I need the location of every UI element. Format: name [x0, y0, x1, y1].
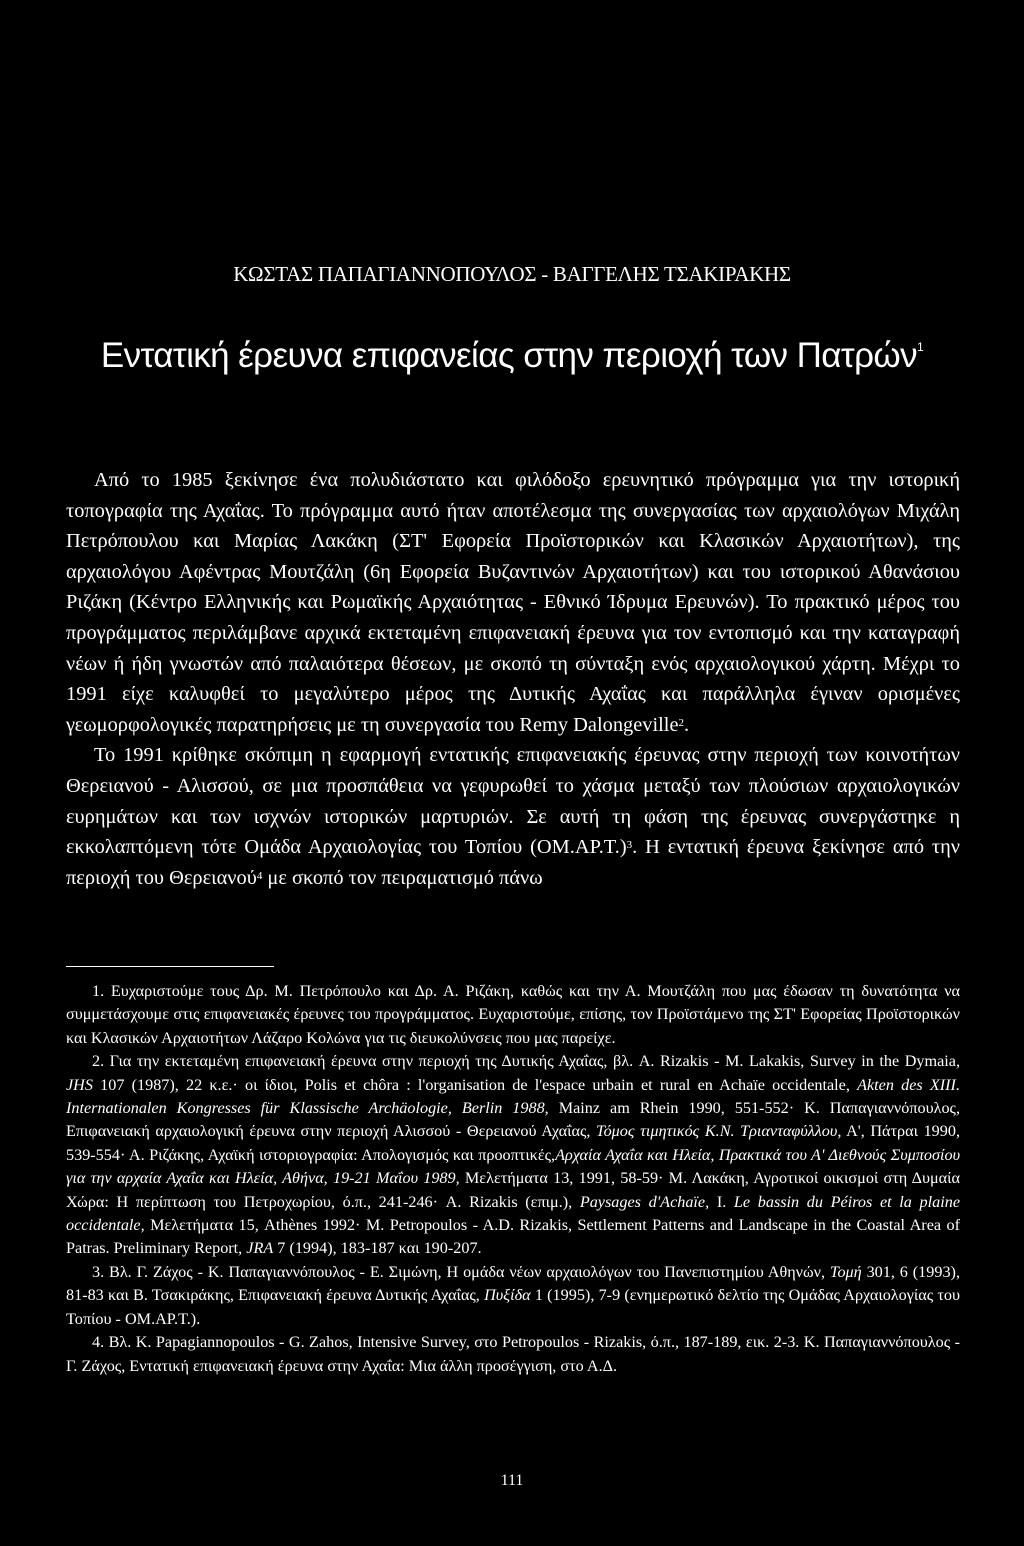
footnote-2-text: 2. Για την εκτεταμένη επιφανειακή έρευνα στην περιοχή της Δυτικής Αχαΐας, βλ. A. Rizakis - M. Lakakis, Survey in the Dymaia,	[92, 1052, 960, 1071]
footnote-2-text: Μελετήματα 15, Athènes 1992· M. Petropoulos - A.D. Rizakis, Settlement Patterns and Landscape in the Coastal Area of Patras. Preliminary Report,	[66, 1216, 960, 1258]
body-paragraph-1-text: Από το 1985 ξεκίνησε ένα πολυδιάστατο και φιλόδοξο ερευνητικό πρόγραμμα για την ιστορική τοπογραφία της Αχαΐας. Το πρόγραμμα αυτό ήταν αποτέλεσμα της συνεργασίας των αρχαιολόγων Μιχάλη Πετρόπουλου και Μαρίας Λακάκη (ΣΤ' Εφορεία Προϊστορικών και Κλασικών Αρχαιοτήτων), της αρχαιολόγου Αφέντρας Μουτζάλη (6η Εφορεία Βυζαντινών Αρχαιοτήτων) και του ιστορικού Αθανάσιου Ριζάκη (Κέντρο Ελληνικής και Ρωμαϊκής Αρχαιότητας - Εθνικό Ίδρυμα Ερευνών). Το πρακτικό μέρος του προγράμματος περιλάμβανε αρχικά εκτεταμένη επιφανειακή έρευνα για τον εντοπισμό και την καταγραφή νέων ή ήδη γνωστών από παλαιότερα θέσεων, με σκοπό τη σύνταξη ενός αρχαιολογικού χάρτη. Μέχρι το 1991 είχε καλυφθεί το μεγαλύτερο μέρος της Δυτικής Αχαΐας και παράλληλα έγιναν ορισμένες γεωμορφολογικές παρατηρήσεις με τη συνεργασία του Remy Dalongeville	[66, 469, 960, 736]
footnote-3-text: 1 (1995), 7-9 (ενημερωτικό δελτίο της Ομάδας Αρχαιολογίας του Τοπίου - ΟΜ.ΑΡ.Τ.).	[66, 1286, 960, 1328]
body-paragraph-2-end: με σκοπό τον πειραματισμό πάνω	[262, 866, 543, 889]
footnote-2-text: Α', Πάτραι 1990, 539-554· Α. Ριζάκης, Αχαϊκή ιστοριογραφία: Απολογισμός και προοπτικές,	[66, 1122, 960, 1164]
body-paragraph-1-end: .	[684, 713, 690, 736]
footnote-2-proceedings: Αρχαία Αχαΐα και Ηλεία, Πρακτικά του Α' Διεθνούς Συμποσίου για την αρχαία Αχαΐα και Ηλεία, Αθήνα, 19-21 Μαΐου 1989,	[66, 1145, 960, 1188]
footnote-2	[66, 1050, 960, 1261]
footnote-2-book-title: Paysages d'Achaïe,	[579, 1192, 710, 1211]
article-title	[0, 336, 1024, 376]
footnote-2-journal: JHS	[66, 1075, 93, 1094]
footnotes	[66, 980, 960, 1378]
footnote-ref-4: 4	[256, 869, 263, 882]
footnote-2-book-title: Le bassin du Péiros et la plaine occidentale,	[66, 1192, 960, 1235]
footnote-3	[66, 1261, 960, 1331]
footnote-2-text: I.	[709, 1192, 734, 1211]
title-footnote-ref: 1	[917, 340, 924, 354]
footnote-1: 1. Ευχαριστούμε τους Δρ. Μ. Πετρόπουλο και Δρ. Α. Ριζάκη, καθώς και την Α. Μουτζάλη που μας έδωσαν τη δυνατότητα να συμμετάσχουμε στις επιφανειακές έρευνες του προγράμματος. Ευχαριστούμε, επίσης, τον Προϊστάμενο της ΣΤ' Εφορείας Προϊστορικών και Κλασικών Αρχαιοτήτων Λάζαρο Κολώνα για τις διευκολύνσεις που μας παρείχε.	[66, 982, 960, 1047]
footnote-4: 4. Βλ. K. Papagiannopoulos - G. Zahos, Intensive Survey, στο Petropoulos - Rizakis, ό.π., 187-189, εικ. 2-3. Κ. Παπαγιαννόπουλος - Γ. Ζάχος, Εντατική επιφανειακή έρευνα στην Αχαΐα: Μια άλλη προσέγγιση, στο Α.Δ.	[66, 1333, 960, 1375]
footnote-3-text: 301, 6 (1993), 81-83 και Β. Τσακιράκης, Επιφανειακή έρευνα Δυτικής Αχαΐας,	[66, 1262, 960, 1305]
authors-heading: ΚΩΣΤΑΣ ΠΑΠΑΓΙΑΝΝΟΠΟΥΛΟΣ - ΒΑΓΓΕΛΗΣ ΤΣΑΚΙΡΑΚΗΣ	[233, 262, 791, 286]
footnote-2-journal: JRA	[246, 1239, 274, 1258]
body-paragraph-2-text: Το 1991 κρίθηκε σκόπιμη η εφαρμογή εντατικής επιφανειακής έρευνας στην περιοχή των κοινοτήτων Θερειανού - Αλισσού, σε μια προσπάθεια να γεφυρωθεί το χάσμα μεταξύ των πλούσιων αρχαιολογικών ευρημάτων και των ισχνών ιστορικών μαρτυριών. Σε αυτή τη φάση της έρευνας συνεργάστηκε η εκκολαπτόμενη τότε Ομάδα Αρχαιολογίας του Τοπίου (ΟΜ.ΑΡ.Τ.)	[66, 744, 960, 859]
footnote-3-text: 3. Βλ. Γ. Ζάχος - Κ. Παπαγιαννόπουλος - Ε. Σιμώνη, Η ομάδα νέων αρχαιολόγων του Πανεπιστημίου Αθηνών,	[92, 1262, 830, 1281]
footnote-2-volume: Τόμος τιμητικός Κ.Ν. Τριανταφύλλου,	[596, 1122, 842, 1141]
footnote-2-text: Μελετήματα 13, 1991, 58-59· Μ. Λακάκη, Αγροτικοί οικισμοί στη Δυμαία Χώρα: Η περίπτωση του Πετροχωρίου, ό.π., 241-246· A. Rizakis (επιμ.),	[66, 1169, 960, 1211]
footnote-3-journal: Τομή	[829, 1262, 862, 1281]
footnote-separator	[66, 966, 274, 967]
footnote-2-text: Mainz am Rhein 1990, 551-552· Κ. Παπαγιαννόπουλος, Επιφανειακή αρχαιολογική έρευνα στην περιοχή Αλισσού - Θερειανού Αχαΐας,	[66, 1099, 960, 1141]
footnote-ref-3: 3	[626, 839, 633, 852]
article-title-text: Εντατική έρευνα επιφανείας στην περιοχή των Πατρών	[100, 336, 918, 375]
page-number: 111	[500, 1472, 524, 1489]
footnote-2-proceedings: Akten des XIII. Internationalen Kongresses für Klassische Archäologie, Berlin 1988,	[66, 1075, 960, 1118]
footnote-3-journal: Πυξίδα	[484, 1286, 531, 1305]
footnote-2-text: 7 (1994), 183-187 και 190-207.	[273, 1239, 482, 1258]
body-paragraph-2-cont: . Η εντατική έρευνα ξεκίνησε από την περιοχή του Θερειανού	[66, 836, 960, 889]
footnote-ref-2: 2	[678, 716, 684, 729]
body-text	[66, 465, 960, 893]
body-paragraph-2	[66, 740, 960, 893]
footnote-2-text: 107 (1987), 22 κ.ε.· οι ίδιοι, Polis et chôra : l'organisation de l'espace urbain et rural en Achaïe occidentale,	[92, 1075, 858, 1094]
body-paragraph-1	[66, 465, 960, 740]
